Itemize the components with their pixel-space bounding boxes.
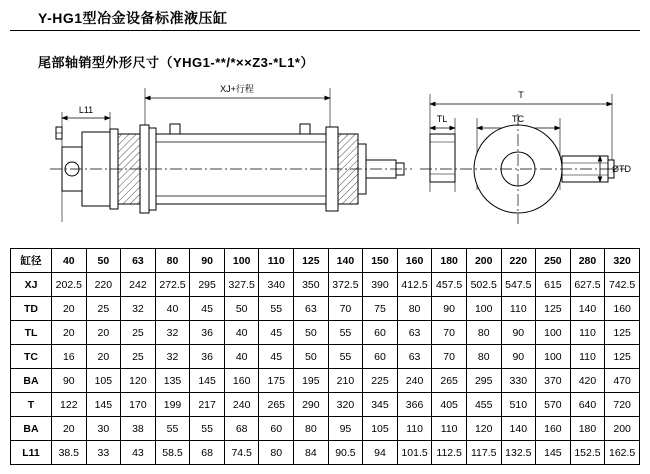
table-cell: 320 [328,393,363,417]
table-cell: 90.5 [328,441,363,465]
table-cell: 43 [121,441,156,465]
table-cell: 140 [570,297,605,321]
dim-tl-label: TL [436,114,448,124]
table-cell: 405 [432,393,467,417]
table-cell: 640 [570,393,605,417]
table-cell: 45 [259,345,294,369]
table-cell: 220 [86,273,121,297]
dim-l11-label: L11 [78,105,94,115]
page-title: Y-HG1型冶金设备标准液压缸 [38,10,228,26]
table-cell: 265 [259,393,294,417]
table-cell: 110 [432,417,467,441]
table-cell: 80 [294,417,329,441]
dim-t-label: T [518,90,524,100]
row-label: XJ [11,273,52,297]
column-header: 150 [363,249,398,273]
table-cell: 160 [536,417,571,441]
table-cell: 80 [466,321,501,345]
table-cell: 75 [363,297,398,321]
table-cell: 36 [190,345,225,369]
column-header: 280 [570,249,605,273]
table-cell: 20 [86,345,121,369]
title-divider [10,30,640,31]
table-cell: 68 [190,441,225,465]
table-cell: 58.5 [155,441,190,465]
table-cell: 80 [466,345,501,369]
table-cell: 36 [190,321,225,345]
table-cell: 90 [432,297,467,321]
dim-xj-stroke-label: XJ+行程 [220,84,254,94]
technical-drawing [0,72,650,240]
table-cell: 60 [363,345,398,369]
table-cell: 370 [536,369,571,393]
table-cell: 95 [328,417,363,441]
table-cell: 160 [605,297,640,321]
table-cell: 112.5 [432,441,467,465]
table-body [11,273,640,465]
table-cell: 345 [363,393,398,417]
column-header: 220 [501,249,536,273]
column-header: 90 [190,249,225,273]
table-row [11,417,640,441]
table-header-row [11,249,640,273]
table-cell: 330 [501,369,536,393]
table-cell: 132.5 [501,441,536,465]
table-cell: 742.5 [605,273,640,297]
row-label: TD [11,297,52,321]
table-cell: 25 [121,321,156,345]
table-cell: 160 [224,369,259,393]
row-label: L11 [11,441,52,465]
column-header: 100 [224,249,259,273]
table-cell: 45 [190,297,225,321]
table-cell: 140 [501,417,536,441]
table-cell: 68 [224,417,259,441]
column-header: 200 [466,249,501,273]
table-cell: 327.5 [224,273,259,297]
table-cell: 105 [86,369,121,393]
table-cell: 40 [224,321,259,345]
table-cell: 110 [570,321,605,345]
table-cell: 152.5 [570,441,605,465]
table-cell: 145 [536,441,571,465]
table-cell: 32 [121,297,156,321]
table-cell: 170 [121,393,156,417]
table-cell: 265 [432,369,467,393]
table-cell: 25 [121,345,156,369]
table-cell: 372.5 [328,273,363,297]
table-cell: 63 [397,321,432,345]
table-cell: 240 [224,393,259,417]
table-cell: 145 [86,393,121,417]
table-cell: 25 [86,297,121,321]
column-header: 110 [259,249,294,273]
table-row [11,297,640,321]
table-cell: 100 [536,345,571,369]
table-cell: 390 [363,273,398,297]
table-cell: 70 [328,297,363,321]
table-cell: 63 [397,345,432,369]
table-cell: 45 [259,321,294,345]
table-cell: 510 [501,393,536,417]
table-cell: 202.5 [52,273,87,297]
table-cell: 33 [86,441,121,465]
row-label: TL [11,321,52,345]
table-cell: 90 [52,369,87,393]
table-cell: 60 [259,417,294,441]
drawing-svg [0,72,650,240]
table-cell: 30 [86,417,121,441]
table-cell: 55 [328,321,363,345]
table-cell: 120 [121,369,156,393]
row-label: BA [11,417,52,441]
table-cell: 200 [605,417,640,441]
table-cell: 20 [52,321,87,345]
table-cell: 20 [52,417,87,441]
table-cell: 105 [363,417,398,441]
table-cell: 55 [259,297,294,321]
column-header: 320 [605,249,640,273]
table-cell: 84 [294,441,329,465]
table-cell: 135 [155,369,190,393]
table-cell: 570 [536,393,571,417]
table-cell: 100 [466,297,501,321]
dim-tc-label: TC [512,114,524,124]
table-cell: 366 [397,393,432,417]
dimension-table [10,248,640,465]
table-cell: 295 [190,273,225,297]
table-cell: 199 [155,393,190,417]
page-subtitle: 尾部轴销型外形尺寸（YHG1-**/*××Z3-*L1*） [38,55,314,70]
table-cell: 340 [259,273,294,297]
table-cell: 55 [190,417,225,441]
table-cell: 55 [155,417,190,441]
row-label: T [11,393,52,417]
table-row [11,321,640,345]
column-header: 63 [121,249,156,273]
table-cell: 470 [605,369,640,393]
table-cell: 125 [536,297,571,321]
table-cell: 55 [328,345,363,369]
table-cell: 350 [294,273,329,297]
table-cell: 195 [294,369,329,393]
table-cell: 502.5 [466,273,501,297]
table-cell: 420 [570,369,605,393]
table-cell: 74.5 [224,441,259,465]
table-cell: 272.5 [155,273,190,297]
column-header: 125 [294,249,329,273]
table-cell: 125 [605,345,640,369]
table-cell: 225 [363,369,398,393]
table-cell: 20 [52,297,87,321]
table-cell: 50 [294,345,329,369]
table-cell: 50 [224,297,259,321]
table-cell: 80 [397,297,432,321]
column-header: 缸径 [11,249,52,273]
table-cell: 242 [121,273,156,297]
table-cell: 217 [190,393,225,417]
table-cell: 125 [605,321,640,345]
table-cell: 122 [52,393,87,417]
table-cell: 240 [397,369,432,393]
table-cell: 60 [363,321,398,345]
dimension-table-wrapper [10,248,640,465]
table-row [11,369,640,393]
table-cell: 63 [294,297,329,321]
table-cell: 16 [52,345,87,369]
table-cell: 110 [501,297,536,321]
dim-td-label: ØTD [612,164,631,174]
table-cell: 101.5 [397,441,432,465]
table-cell: 615 [536,273,571,297]
table-cell: 50 [294,321,329,345]
table-cell: 175 [259,369,294,393]
table-cell: 110 [397,417,432,441]
table-cell: 90 [501,321,536,345]
row-label: TC [11,345,52,369]
table-cell: 94 [363,441,398,465]
table-cell: 70 [432,345,467,369]
table-cell: 720 [605,393,640,417]
column-header: 180 [432,249,467,273]
column-header: 50 [86,249,121,273]
table-row [11,345,640,369]
column-header: 40 [52,249,87,273]
table-cell: 162.5 [605,441,640,465]
column-header: 250 [536,249,571,273]
table-cell: 210 [328,369,363,393]
table-cell: 100 [536,321,571,345]
table-cell: 90 [501,345,536,369]
table-cell: 40 [224,345,259,369]
table-cell: 457.5 [432,273,467,297]
table-cell: 412.5 [397,273,432,297]
table-cell: 32 [155,321,190,345]
table-row [11,393,640,417]
table-cell: 40 [155,297,190,321]
row-label: BA [11,369,52,393]
table-cell: 38.5 [52,441,87,465]
column-header: 140 [328,249,363,273]
table-cell: 547.5 [501,273,536,297]
table-cell: 145 [190,369,225,393]
table-cell: 455 [466,393,501,417]
table-cell: 20 [86,321,121,345]
table-cell: 117.5 [466,441,501,465]
table-cell: 120 [466,417,501,441]
table-cell: 627.5 [570,273,605,297]
table-cell: 80 [259,441,294,465]
table-cell: 70 [432,321,467,345]
column-header: 80 [155,249,190,273]
table-cell: 290 [294,393,329,417]
column-header: 160 [397,249,432,273]
table-cell: 295 [466,369,501,393]
table-cell: 38 [121,417,156,441]
table-cell: 180 [570,417,605,441]
table-row [11,441,640,465]
table-cell: 32 [155,345,190,369]
table-row [11,273,640,297]
table-cell: 110 [570,345,605,369]
